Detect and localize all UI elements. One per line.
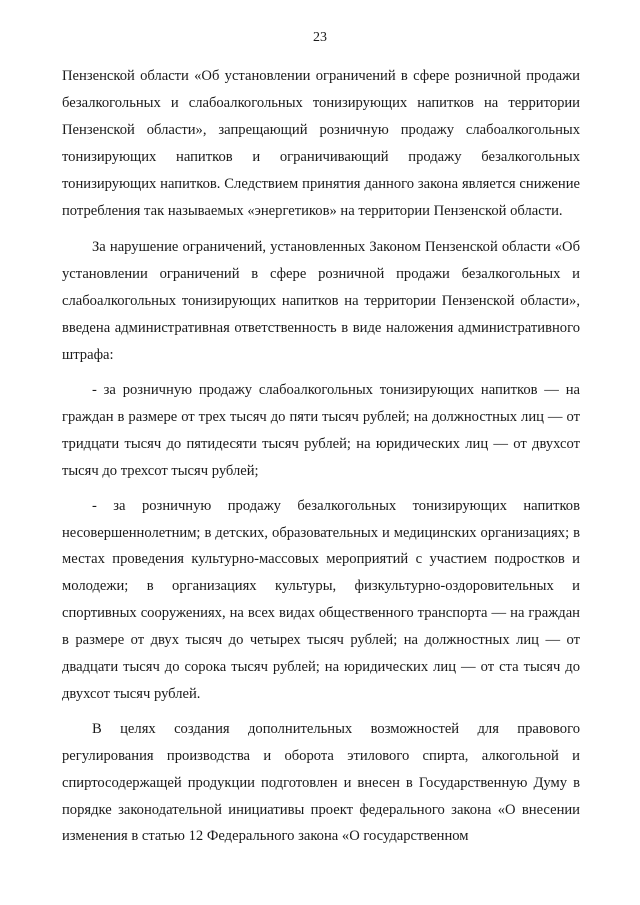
paragraph-penalty-non-alcoholic: - за розничную продажу безалкогольных тонизирующих напитков несовершеннолетним; в детских, образовательных и медицинских организациях; в местах проведения культурно-массовых мероприятий с участием подростков и молодежи; в организациях культуры, физкультурно-оздоровительных и спортивных сооружениях, на всех видах общественного транспорта — на граждан в размере от двух тысяч до четырех тысяч рублей; на должностных лиц — от двадцати тысяч до сорока тысяч рублей; на юридических лиц — от ста тысяч до двухсот тысяч рублей. [62, 497, 580, 702]
paragraph-penalty-low-alcohol: - за розничную продажу слабоалкогольных тонизирующих напитков — на граждан в размере от трех тысяч до пяти тысяч рублей; на должностных лиц — от тридцати тысяч до пятидесяти тысяч рублей; на юридических лиц — от двухсот тысяч до трехсот тысяч рублей; [62, 381, 580, 479]
document-body [62, 63, 580, 850]
paragraph-federal-law-initiative: В целях создания дополнительных возможностей для правового регулирования производства и оборота этилового спирта, алкогольной и спиртосодержащей продукции подготовлен и внесен в Государственную Думу в порядке законодательной инициативы проект федерального закона «О внесении изменения в статью 12 Федерального закона «О государственном [62, 720, 580, 845]
paragraph-penalties-intro: За нарушение ограничений, установленных Законом Пензенской области «Об установлении ограничений в сфере розничной продажи безалкогольных и слабоалкогольных тонизирующих напитков на территории Пензенской области», введена административная ответственность в виде наложения административного штрафа: [62, 239, 580, 364]
page-number: 23 [313, 30, 327, 45]
paragraph-continuation: Пензенской области «Об установлении ограничений в сфере розничной продажи безалкогольных и слабоалкогольных тонизирующих напитков на территории Пензенской области», запрещающий розничную продажу слабоалкогольных тонизирующих напитков и ограничивающий продажу безалкогольных тонизирующих напитков. Следствием принятия данного закона является снижение потребления так называемых «энергетиков» на территории Пензенской области. [62, 68, 580, 219]
